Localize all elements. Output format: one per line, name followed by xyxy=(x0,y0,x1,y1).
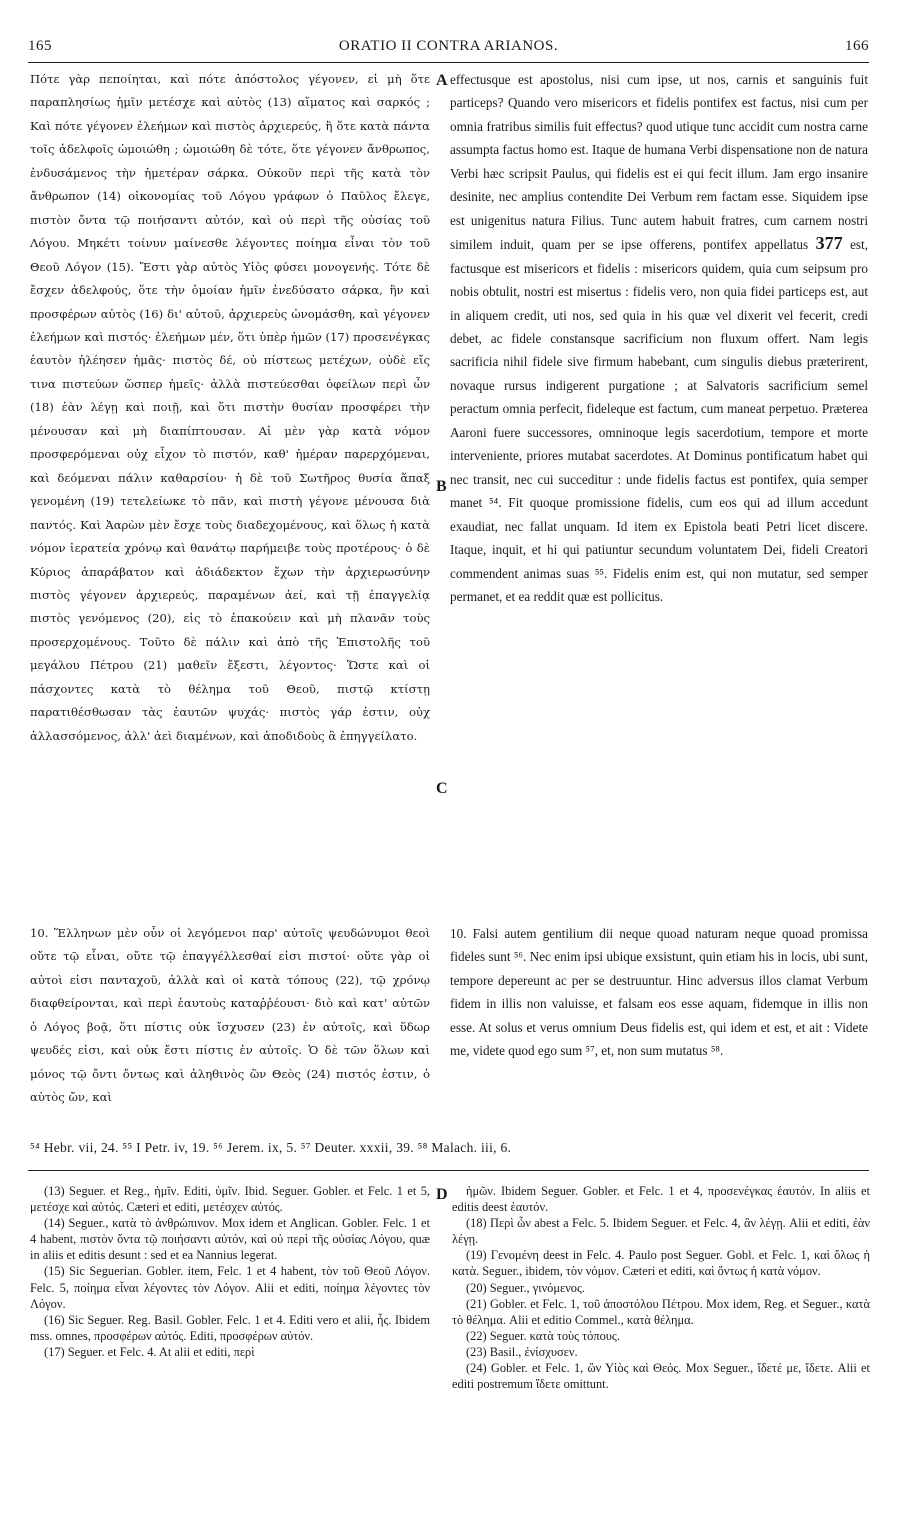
latin-text-block-10: 10. Falsi autem gentilium dii neque quoad naturam neque quoad promissa fideles sunt ⁵⁶. Nec enim ipsi ubique exsistunt, quin etiam his in locis, ubi sunt, tempore depereunt ac per se destruuntur. Hinc adversus illos clamat Verbum fidem in illis non valuisse, et falsam eos esse aquam, fidemque in illis non esse. At solus et verus omnium Deus fidelis est, qui idem et est, et ait : Videte me, videte quod ego sum ⁵⁷, et, non sum mutatus ⁵⁸. xyxy=(450,926,868,1059)
margin-letter-c: C xyxy=(436,780,448,797)
greek-column-section-10 xyxy=(30,922,430,1110)
column-number-377: 377 xyxy=(815,233,843,254)
running-header xyxy=(28,38,869,60)
margin-letter-b: B xyxy=(436,478,447,495)
margin-letter-a: A xyxy=(436,72,448,89)
note-22: (22) Seguer. κατὰ τοὺς τόπους. xyxy=(466,1328,620,1343)
notes-rule xyxy=(28,1170,869,1171)
latin-text-block xyxy=(450,68,868,608)
note-18: (18) Περὶ ὧν abest a Felc. 5. Ibidem Seguer. et Felc. 4, ἂν λέγῃ. Alii et editi, ἐὰν λέγῃ. xyxy=(452,1216,870,1247)
note-16: (16) Sic Seguer. Reg. Basil. Gobler. Felc. 1 et 4. Editi vero et alii, ἧς. Ibidem mss. omnes, προσφέρων αὐτός. Editi, προσφέρων αὐτόν. xyxy=(30,1312,430,1343)
note-14: (14) Seguer., κατὰ τὸ ἀνθρώπινον. Mox idem et Anglican. Gobler. Felc. 1 et 4 habent, πιστὸν ὄντα τῷ ποιήσαντι αὐτόν, καὶ οὐ περὶ τῆς οὐσίας Λόγου, quæ in aliis et editis desunt : sed et ea Nannius legerat. xyxy=(30,1216,430,1263)
margin-letter-d: D xyxy=(436,1186,448,1203)
latin-text-part-a: effectusque est apostolus, nisi cum ipse, ut nos, carnis et sanguinis fuit particeps? Quando vero misericors et fidelis pontifex est factus, nisi cum per omnia fratribus similis fuit effectus? quod utique tunc accidit cum nostra carne assumpta factus homo est. Itaque de humana Verbi dispensatione non de natura Verbi hæc scripsit Paulus, qui fidelis est ei qui fecit illum. Jam ergo insanire desinite, nec amplius contendite Dei Verbum rem factam esse. Siquidem ipse est unigenitus natura Filius. Tunc autem habuit fratres, cum carnem nostri similem induit, quam per se ipse offerens, pontifex appellatus xyxy=(450,72,868,253)
note-20: (20) Seguer., γινόμενος. xyxy=(466,1280,586,1295)
header-rule xyxy=(28,62,869,63)
page-title: ORATIO II CONTRA ARIANOS. xyxy=(338,38,559,54)
note-15: (15) Sic Seguerian. Gobler. item, Felc. 1 et 4 habent, τὸν τοῦ Θεοῦ Λόγον. Felc. 5, ποίημα εἶναι λέγοντες τὸν Λόγον. Alii et editi, ποίημα λέγοντες τὸν Λόγον. xyxy=(30,1264,430,1311)
note-17-cont: ἡμῶν. Ibidem Seguer. Gobler. et Felc. 1 et 4, προσενέγκας ἑαυτόν. In aliis et editis deest ἑαυτόν. xyxy=(452,1184,870,1215)
note-19: (19) Γενομένη deest in Felc. 4. Paulo post Seguer. Gobl. et Felc. 1, καὶ ὅλως ἡ κατὰ. Seguer., ibidem, τὸν νόμον. Cæteri et editi, καὶ ὄντως ἡ κατὰ νόμον. xyxy=(452,1248,870,1279)
latin-column-section-10 xyxy=(450,922,868,1063)
greek-column xyxy=(30,68,430,748)
greek-text-block: Πότε γὰρ πεποίηται, καὶ πότε ἀπόστολος γέγονεν, εἰ μὴ ὅτε παραπλησίως ἡμῖν μετέσχε καὶ αὐτὸς (13) αἵματος καὶ σαρκός ; Καὶ πότε γέγονεν ἐλεήμων καὶ πιστὸς ἀρχιερεύς, ἢ ὅτε κατὰ πάντα τοῖς ἀδελφοῖς ὡμοιώθη ; ὡμοιώθη δὲ τότε, ὅτε γέγονεν ἄνθρωπος, ἐνδυσάμενος τὴν ἡμετέραν σάρκα. Οὐκοῦν περὶ τῆς κατὰ τὸν ἄνθρωπον (14) οἰκονομίας τοῦ Λόγου γράφων ὁ Παῦλος ἔλεγε, πιστὸν ὄντα τῷ ποιήσαντι αὐτόν, καὶ οὐ περὶ τῆς οὐσίας τοῦ Λόγου. Μηκέτι τοίνυν μαίνεσθε λέγοντες ποίημα εἶναι τὸν τοῦ Θεοῦ Λόγον (15). Ἔστι γὰρ αὐτὸς Υἱὸς φύσει μονογενής. Τότε δὲ ἔσχεν ἀδελφούς, ὅτε τὴν ὁμοίαν ἡμῖν ἐνεδύσατο σάρκα, ἣν καὶ προσφέρων αὐτὸς (16) δι' αὐτοῦ, ἀρχιερεὺς ὠνομάσθη, καὶ γέγονεν ἐλεήμων καὶ πιστός· ἐλεήμων μέν, ὅτι ὑπὲρ ἡμῶν (17) προσενέγκας ἑαυτὸν ἠλέησεν ἡμᾶς· πιστὸς δέ, οὐ πίστεως μετέχων, οὐδὲ εἴς τινα πιστεύων ὥσπερ ἡμεῖς· ἀλλὰ πιστεύεσθαι ὀφείλων περὶ ὧν (18) ἐὰν λέγῃ καὶ ποιῇ, καὶ ὅτι πιστὴν θυσίαν προσφέρει τὴν μένουσαν καὶ μὴ διαπίπτουσαν. Αἱ μὲν γὰρ κατὰ νόμον προσφερόμεναι οὐχ εἶχον τὸ πιστόν, καθ' ἡμέραν παρερχόμεναι, καὶ δεόμεναι πάλιν καθαρσίου· ἡ δὲ τοῦ Σωτῆρος θυσία ἅπαξ γενομένη (19) τετελείωκε τὸ πᾶν, καὶ πιστὴ γέγονε μένουσα διὰ παντός. Καὶ Ἀαρὼν μὲν ἔσχε τοὺς διαδεχομένους, καὶ ὅλως ἡ κατὰ νόμον ἱερατεία χρόνῳ καὶ θανάτῳ παρήμειβε τοὺς προτέρους· ὁ δὲ Κύριος ἀπαράβατον καὶ ἀδιάδεκτον ἔχων τὴν ἀρχιερωσύνην πιστὸς γέγονεν ἀρχιερεύς, παραμένων ἀεί, καὶ τῇ ἐπαγγελίᾳ πιστὸς γενόμενος (20), εἰς τὸ ἐπακούειν καὶ μὴ πλανᾶν τοὺς προσερχομένους. Τοῦτο δὲ πάλιν καὶ ἀπὸ τῆς Ἐπιστολῆς τοῦ μεγάλου Πέτρου (21) μαθεῖν ἔξεστι, λέγοντος· Ὥστε καὶ οἱ πάσχοντες κατὰ τὸ θέλημα τοῦ Θεοῦ, πιστῷ κτίστῃ παρατιθέσθωσαν τὰς ἑαυτῶν ψυχάς· πιστὸς γάρ ἐστιν, οὐχ ἀλλασσόμενος, ἀλλ' ἀεὶ διαμένων, καὶ ἀποδιδοὺς ἃ ἐπηγγείλατο. xyxy=(30,72,430,743)
note-17: (17) Seguer. et Felc. 4. At alii et editi, περὶ xyxy=(44,1344,255,1359)
note-23: (23) Basil., ἐνίσχυσεν. xyxy=(466,1344,578,1359)
notes-left-column xyxy=(30,1183,430,1360)
note-21: (21) Gobler. et Felc. 1, τοῦ ἀποστόλου Πέτρου. Mox idem, Reg. et Seguer., κατὰ τὸ θέλημα. Alii et editio Commel., κατὰ θέλημα. xyxy=(452,1296,870,1327)
note-24: (24) Gobler. et Felc. 1, ὢν Υἱὸς καὶ Θεός. Mox Seguer., ἴδετέ με, ἴδετε. Alii et editi postremum ἴδετε omittunt. xyxy=(452,1361,870,1392)
latin-column xyxy=(450,68,868,608)
scripture-references: ⁵⁴ Hebr. vii, 24. ⁵⁵ I Petr. iv, 19. ⁵⁶ Jerem. ix, 5. ⁵⁷ Deuter. xxxii, 39. ⁵⁸ Malach. iii, 6. xyxy=(30,1140,512,1155)
notes-right-column xyxy=(452,1183,870,1392)
latin-text-part-b: est, factusque est misericors et fidelis : misericors quidem, quia cum seipsum pro nobis obtulit, nostri est misertus : fidelis vero, non quia fidei particeps est, aut in aliquem credit, uti nos, sed quia in his quæ vel dixerit vel fecerit, credi debet, ac fidele constansque sacrificium non fluxum offert. Nam legis sacrificia nihil fidele sive firmum habebant, cum singulis diebus præterirent, novaque rursus indigerent purgatione ; at Salvatoris sacrificium semel peractum omnia perfecit, fideleque est factum, cum maneat perpetuo. Præterea Aaroni fuere successores, omninoque legis sacerdotium, tempore et morte interveniente, priores mutabat sacerdotes. At Dominus pontificatum habet qui nec transit, nec cui succeditur : unde fidelis factus est pontifex, quia semper manet ⁵⁴. Fit quoque promissione fidelis, cum eos qui ad illum accedunt exaudiat, nec fallat unquam. Id item ex Epistola beati Petri licet discere. Itaque, inquit, et hi qui patiuntur secundum voluntatem Dei, fideli Creatori commendent animas suas ⁵⁵. Fidelis enim est, qui non mutatur, sed semper permanet, et ea reddit quæ est pollicitus. xyxy=(450,237,869,604)
note-13: (13) Seguer. et Reg., ἡμῖν. Editi, ὑμῖν. Ibid. Seguer. Gobler. et Felc. 1 et 5, μετέσχε καὶ αὐτός. Cæteri et editi, μετέσχεν αὐτός. xyxy=(30,1184,430,1215)
page-number-right: 166 xyxy=(845,38,869,54)
page-number-left: 165 xyxy=(28,38,52,54)
greek-text-block-10: 10. Ἕλληνων μὲν οὖν οἱ λεγόμενοι παρ' αὐτοῖς ψευδώνυμοι θεοὶ οὔτε τῷ εἶναι, οὔτε τῷ ἐπαγγέλλεσθαί εἰσι πιστοί· οὔτε γὰρ οἱ αὐτοὶ εἰσι πανταχοῦ, ἀλλὰ καὶ οἱ κατὰ τόπους (22), τῷ χρόνῳ διαφθείρονται, καὶ περὶ ἑαυτοὺς καταῤῥέουσι· διὸ καὶ κατ' αὐτῶν ὁ Λόγος βοᾷ, ὅτι πίστις οὐκ ἴσχυσεν (23) ἐν αὐτοῖς, καὶ ὕδωρ ψευδές εἰσι, καὶ οὐκ ἔστι πίστις ἐν αὐτοῖς. Ὁ δὲ τῶν ὅλων καὶ μόνος τῷ ὄντι ὄντως καὶ ἀληθινὸς ὢν Θεὸς (24) πιστός ἐστιν, ὁ αὐτὸς ὤν, καὶ xyxy=(30,926,430,1105)
